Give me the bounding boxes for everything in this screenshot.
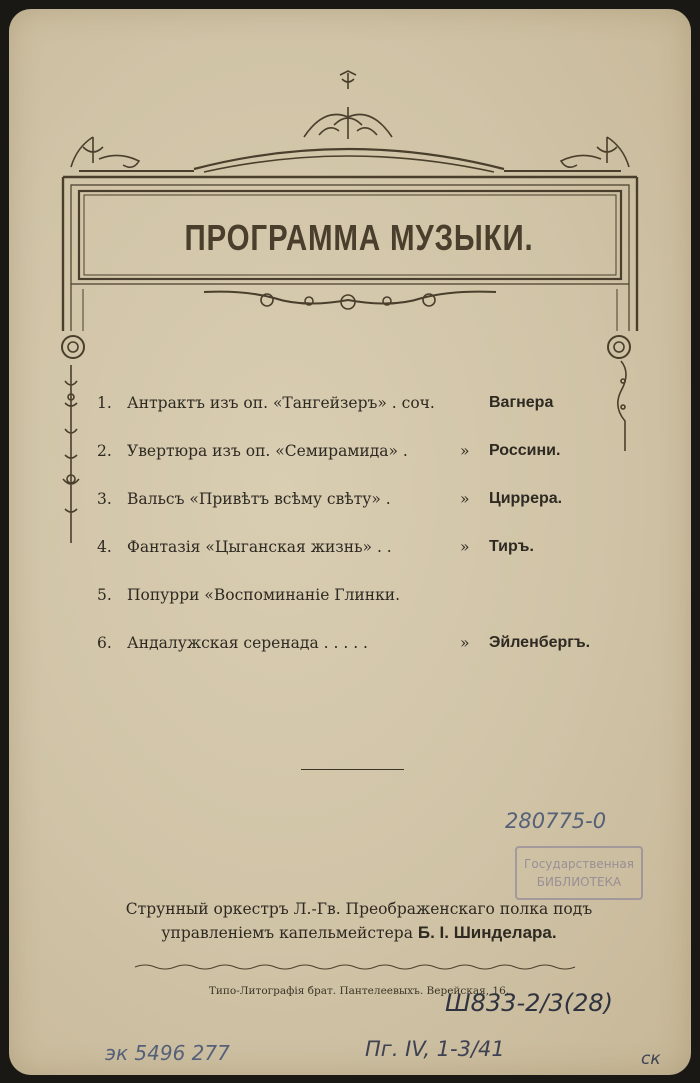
item-piece: Андалужская серенада . . . . . [127, 634, 368, 652]
handwritten-inventory-number: эк 5496 277 [105, 1041, 230, 1065]
stamp-line-1: Государственная [524, 857, 634, 871]
program-item [97, 490, 657, 520]
item-piece: Попурри «Воспоминаніе Глинки. [127, 586, 401, 604]
item-number: 4. [97, 538, 112, 556]
program-card [9, 9, 691, 1075]
ditto-mark: » [460, 442, 470, 460]
conductor-name: Б. І. Шинделара. [417, 923, 557, 942]
program-item [97, 442, 657, 472]
page-title: ПРОГРАММА МУЗЫКИ. [184, 217, 534, 258]
orchestra-line-2 [79, 921, 639, 945]
orchestra-line-1: Струнный оркестръ Л.-Гв. Преображенскаго полка подъ [125, 900, 593, 918]
item-number: 3. [97, 490, 112, 508]
item-composer: Тиръ. [489, 538, 534, 555]
handwritten-reference: Пг. IV, 1-3/41 [365, 1037, 505, 1061]
orchestra-line-2-prefix: управленіемъ капельмейстера [161, 924, 413, 942]
program-item [97, 394, 657, 424]
handwritten-shelf-mark: Ш833-2/3(28) [445, 989, 614, 1017]
program-item [97, 586, 657, 616]
item-composer: Россини. [489, 442, 561, 459]
item-piece: Фантазія «Цыганская жизнь» . . [127, 538, 392, 556]
printer-credit: Типо-Литографія брат. Пантелеевыхъ. Верейская, 16. [208, 985, 510, 997]
orchestra-credit [79, 897, 639, 945]
ditto-mark: » [460, 490, 470, 508]
item-composer: Эйленбергъ. [489, 634, 591, 651]
item-number: 5. [97, 586, 112, 604]
handwritten-sk: ск [641, 1049, 661, 1069]
item-number: 1. [97, 394, 112, 412]
item-composer: Циррера. [489, 490, 563, 507]
handwritten-accession-number: 280775-0 [505, 809, 607, 833]
ditto-mark: » [460, 538, 470, 556]
stamp-line-2: БИБЛИОТЕКА [536, 875, 622, 889]
program-item [97, 634, 657, 664]
program-item [97, 538, 657, 568]
item-number: 2. [97, 442, 112, 460]
library-stamp [515, 846, 643, 900]
item-number: 6. [97, 634, 112, 652]
item-composer: Вагнера [489, 394, 554, 411]
ditto-mark: » [460, 634, 470, 652]
item-piece: Увертюра изъ оп. «Семирамида» . [127, 442, 408, 460]
divider-rule [301, 769, 404, 770]
item-piece: Антрактъ изъ оп. «Тангейзеръ» . соч. [127, 394, 435, 412]
item-piece: Вальсъ «Привѣтъ всѣму свѣту» . [127, 490, 391, 508]
